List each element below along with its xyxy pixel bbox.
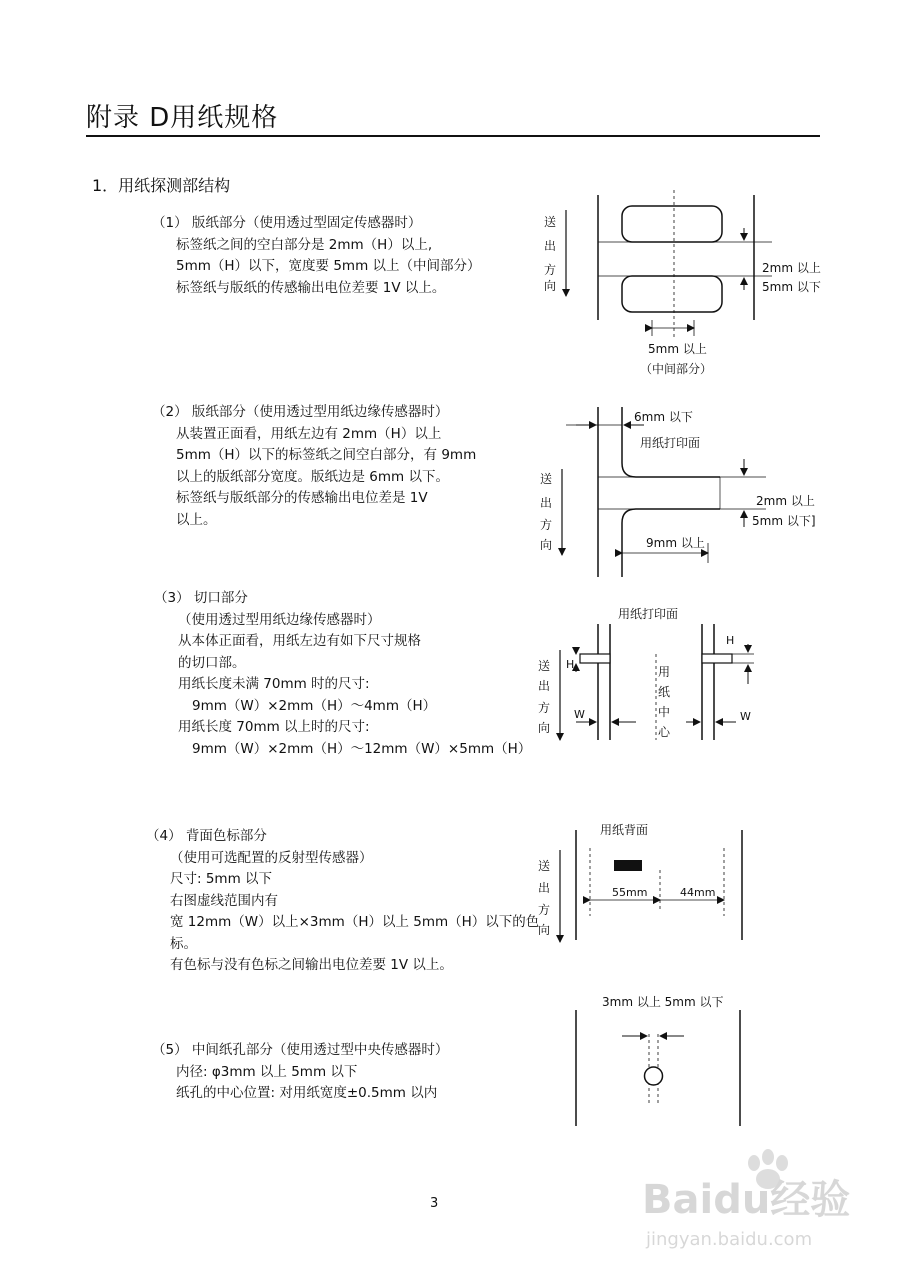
feed-char: 方	[538, 701, 551, 715]
feed-char: 出	[538, 679, 551, 693]
paragraph-line: 宽 12mm（W）以上×3mm（H）以上 5mm（H）以下的色	[170, 914, 540, 930]
paragraph-line: 右图虚线范围内有	[170, 892, 278, 909]
center-char: 心	[658, 725, 671, 739]
surface-label: 用纸打印面	[618, 607, 679, 621]
paragraph-5	[152, 1040, 448, 1105]
watermark-url: jingyan.baidu.com	[646, 1229, 813, 1250]
paragraph-line: 内径: φ3mm 以上 5mm 以下	[176, 1063, 358, 1080]
gap-label: 2mm 以上	[762, 261, 821, 275]
paragraph-line: （3） 切口部分	[154, 590, 248, 606]
paragraph-line: 9mm（W）×2mm（H）～4mm（H）	[192, 697, 437, 714]
surface-label: 用纸打印面	[640, 436, 701, 450]
feed-char: 出	[544, 239, 557, 253]
paragraph-line: 标。	[170, 935, 197, 952]
paragraph-line: 有色标与没有色标之间输出电位差要 1V 以上。	[170, 957, 453, 973]
paragraph-3	[154, 588, 531, 760]
gap-label: 5mm 以下	[762, 280, 821, 294]
center-char: 用	[658, 665, 671, 679]
paragraph-line: 标签纸与版纸的传感输出电位差要 1V 以上。	[176, 279, 446, 296]
center-hole	[645, 1067, 663, 1085]
page-title: 附录 D用纸规格	[86, 103, 279, 133]
diagram-label-gap	[536, 190, 826, 385]
paragraph-line: 用纸长度未满 70mm 时的尺寸:	[178, 676, 370, 692]
paragraph-line: （1） 版纸部分（使用透过型固定传感器时）	[152, 215, 422, 231]
paragraph-line: 5mm（H）以下，宽度要 5mm 以上（中间部分）	[176, 258, 481, 274]
title-rule	[86, 135, 820, 137]
watermark	[640, 1145, 860, 1255]
dim-label: 55mm	[612, 886, 648, 899]
paragraph-4	[146, 826, 539, 977]
paragraph-line: （5） 中间纸孔部分（使用透过型中央传感器时）	[152, 1042, 449, 1058]
paragraph-line: 9mm（W）×2mm（H）～12mm（W）×5mm（H）	[192, 740, 532, 757]
gap-label: 2mm 以上	[756, 494, 815, 508]
feed-char: 送	[544, 215, 557, 229]
paragraph-line: （使用可选配置的反射型传感器）	[170, 849, 373, 866]
h-label: H	[726, 634, 735, 647]
width-label: 5mm 以上	[648, 342, 707, 356]
paragraph-line: 用纸长度 70mm 以上时的尺寸:	[178, 719, 370, 735]
feed-char: 向	[540, 538, 553, 552]
paragraph-line: （2） 版纸部分（使用透过型用纸边缘传感器时）	[152, 404, 449, 420]
diagram-notch	[536, 600, 826, 750]
diagram-center-hole	[560, 990, 760, 1130]
paragraph-line: 尺寸: 5mm 以下	[170, 871, 273, 887]
paragraph-line: （4） 背面色标部分	[146, 828, 267, 844]
paragraph-line: 以上。	[176, 511, 217, 528]
w-label: W	[574, 708, 585, 721]
diagram-edge-sensor	[536, 405, 826, 585]
paragraph-line: 从装置正面看，用纸左边有 2mm（H）以上	[176, 425, 442, 442]
feed-char: 出	[540, 496, 553, 510]
gap-label: 5mm 以下]	[752, 514, 816, 528]
feed-char: 送	[538, 859, 551, 873]
color-mark	[614, 860, 642, 871]
center-char: 中	[658, 705, 671, 719]
feed-char: 方	[544, 263, 557, 277]
paragraph-line: 的切口部。	[178, 654, 246, 671]
feed-char: 向	[544, 279, 557, 293]
width-label: 9mm 以上	[646, 536, 705, 550]
dim-label: 44mm	[680, 886, 716, 899]
feed-char: 出	[538, 881, 551, 895]
page-number: 3	[430, 1196, 439, 1211]
paragraph-line: 5mm（H）以下的标签纸之间空白部分，有 9mm	[176, 447, 477, 463]
diagram-color-mark	[536, 820, 826, 950]
feed-char: 方	[540, 518, 553, 532]
feed-char: 送	[540, 472, 553, 486]
paragraph-2	[152, 402, 476, 531]
feed-char: 向	[538, 923, 551, 937]
paragraph-line: 以上的版纸部分宽度。版纸边是 6mm 以下。	[176, 468, 449, 485]
paragraph-line: 标签纸之间的空白部分是 2mm（H）以上,	[176, 236, 433, 253]
feed-char: 送	[538, 659, 551, 673]
paragraph-1	[152, 213, 481, 299]
paragraph-line: 纸孔的中心位置: 对用纸宽度±0.5mm 以内	[176, 1085, 438, 1101]
h-label: H	[566, 658, 575, 671]
center-char: 纸	[658, 685, 671, 699]
diameter-label: 3mm 以上 5mm 以下	[602, 995, 724, 1009]
paragraph-line: （使用透过型用纸边缘传感器时）	[178, 611, 381, 628]
watermark-brand: Baidu经验	[642, 1177, 851, 1223]
section-heading: 1．用纸探测部结构	[92, 176, 231, 195]
edge-label: 6mm 以下	[634, 410, 693, 424]
surface-label: 用纸背面	[600, 823, 649, 837]
feed-char: 方	[538, 903, 551, 917]
paragraph-line: 标签纸与版纸部分的传感输出电位差是 1V	[176, 490, 428, 506]
feed-char: 向	[538, 721, 551, 735]
width-note: （中间部分）	[640, 362, 713, 376]
w-label: W	[740, 710, 751, 723]
paragraph-line: 从本体正面看，用纸左边有如下尺寸规格	[178, 633, 421, 649]
